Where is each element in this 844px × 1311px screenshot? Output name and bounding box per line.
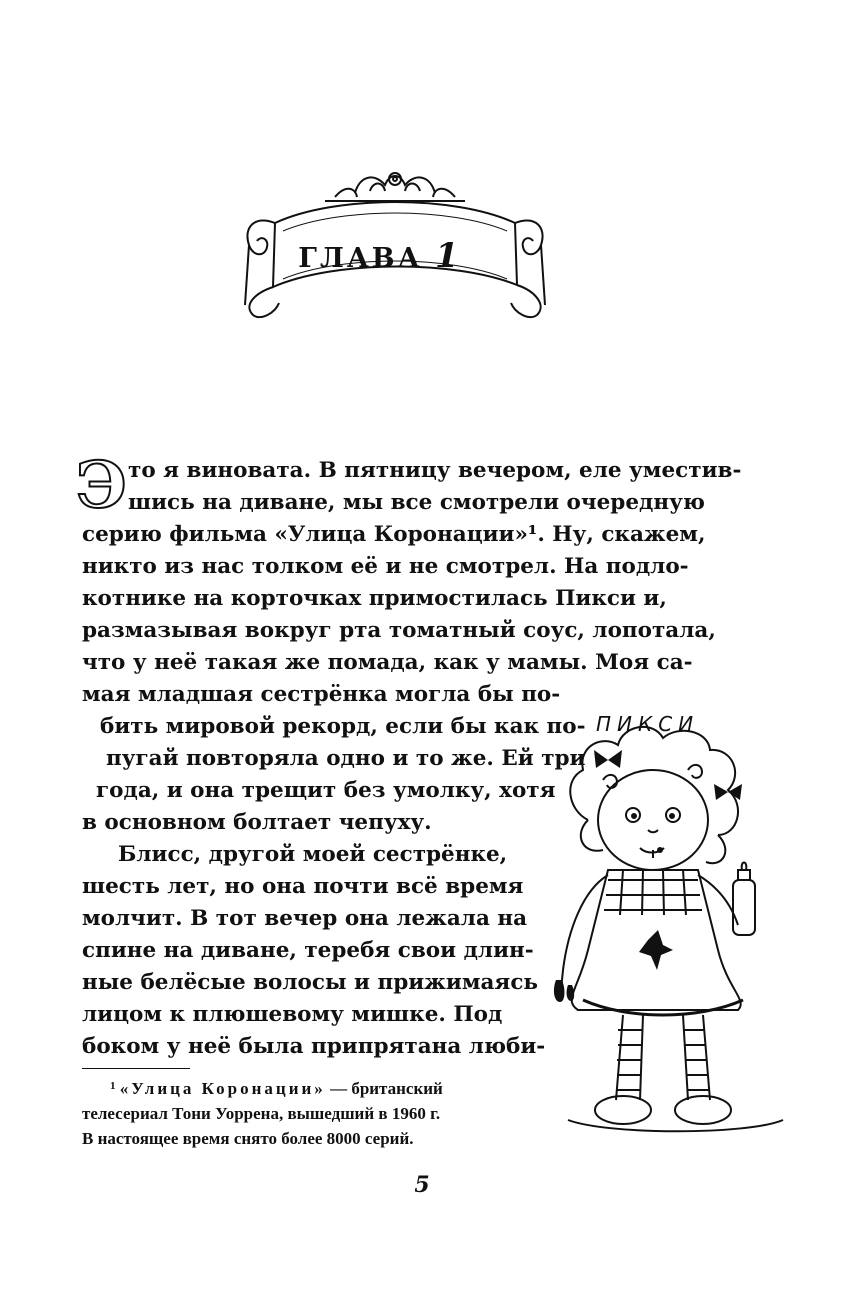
chapter-number: 1 (435, 236, 462, 276)
text-line: Блисс, другой моей сестрёнке, (118, 842, 508, 867)
text-line: шись на диване, мы все смотрели очередную (128, 490, 705, 515)
text-line: то я виновата. В пятницу вечером, еле уместив- (128, 458, 742, 483)
text-line: года, и она трещит без умолку, хотя (96, 778, 556, 803)
text-line: размазывая вокруг рта томатный соус, лопотала, (82, 618, 716, 643)
chapter-word: ГЛАВА (298, 243, 423, 274)
footnote-title: «Улица Коронации» (119, 1079, 326, 1098)
text-line: спине на диване, теребя свои длин- (82, 938, 534, 963)
text-line: боком у неё была припрятана люби- (82, 1034, 546, 1059)
girl-illustration (548, 700, 788, 1140)
text-line: шесть лет, но она почти всё время (82, 874, 524, 899)
text-line: ные белёсые волосы и прижимаясь (82, 970, 539, 995)
footnote-text: — британский (325, 1079, 443, 1098)
text-line: бить мировой рекорд, если бы как по- (100, 714, 586, 739)
text-line: лицом к плюшевому мишке. Под (82, 1002, 503, 1027)
drop-cap: Э (76, 448, 127, 523)
page-number: 5 (414, 1172, 430, 1198)
text-line: котнике на корточках примостилась Пикси и, (82, 586, 667, 611)
chapter-title (285, 236, 475, 276)
text-line: никто из нас толком её и не смотрел. На подло- (82, 554, 689, 579)
illustration-label: ПИКСИ (596, 712, 700, 736)
text-line: молчит. В тот вечер она лежала на (82, 906, 528, 931)
footnote-line (110, 1076, 443, 1101)
footnote-line: В настоящее время снято более 8000 серий. (82, 1129, 414, 1148)
text-line: серию фильма «Улица Коронации»¹. Ну, скажем, (82, 522, 706, 547)
text-line: мая младшая сестрёнка могла бы по- (82, 682, 561, 707)
footnote-divider (82, 1068, 190, 1069)
footnote-line: телесериал Тони Уоррена, вышедший в 1960 г. (82, 1104, 441, 1123)
text-line: что у неё такая же помада, как у мамы. Моя са- (82, 650, 693, 675)
text-line: пугай повторяла одно и то же. Ей три (106, 746, 586, 771)
footnote-marker: 1 (110, 1080, 116, 1092)
text-line: в основном болтает чепуху. (82, 810, 432, 835)
